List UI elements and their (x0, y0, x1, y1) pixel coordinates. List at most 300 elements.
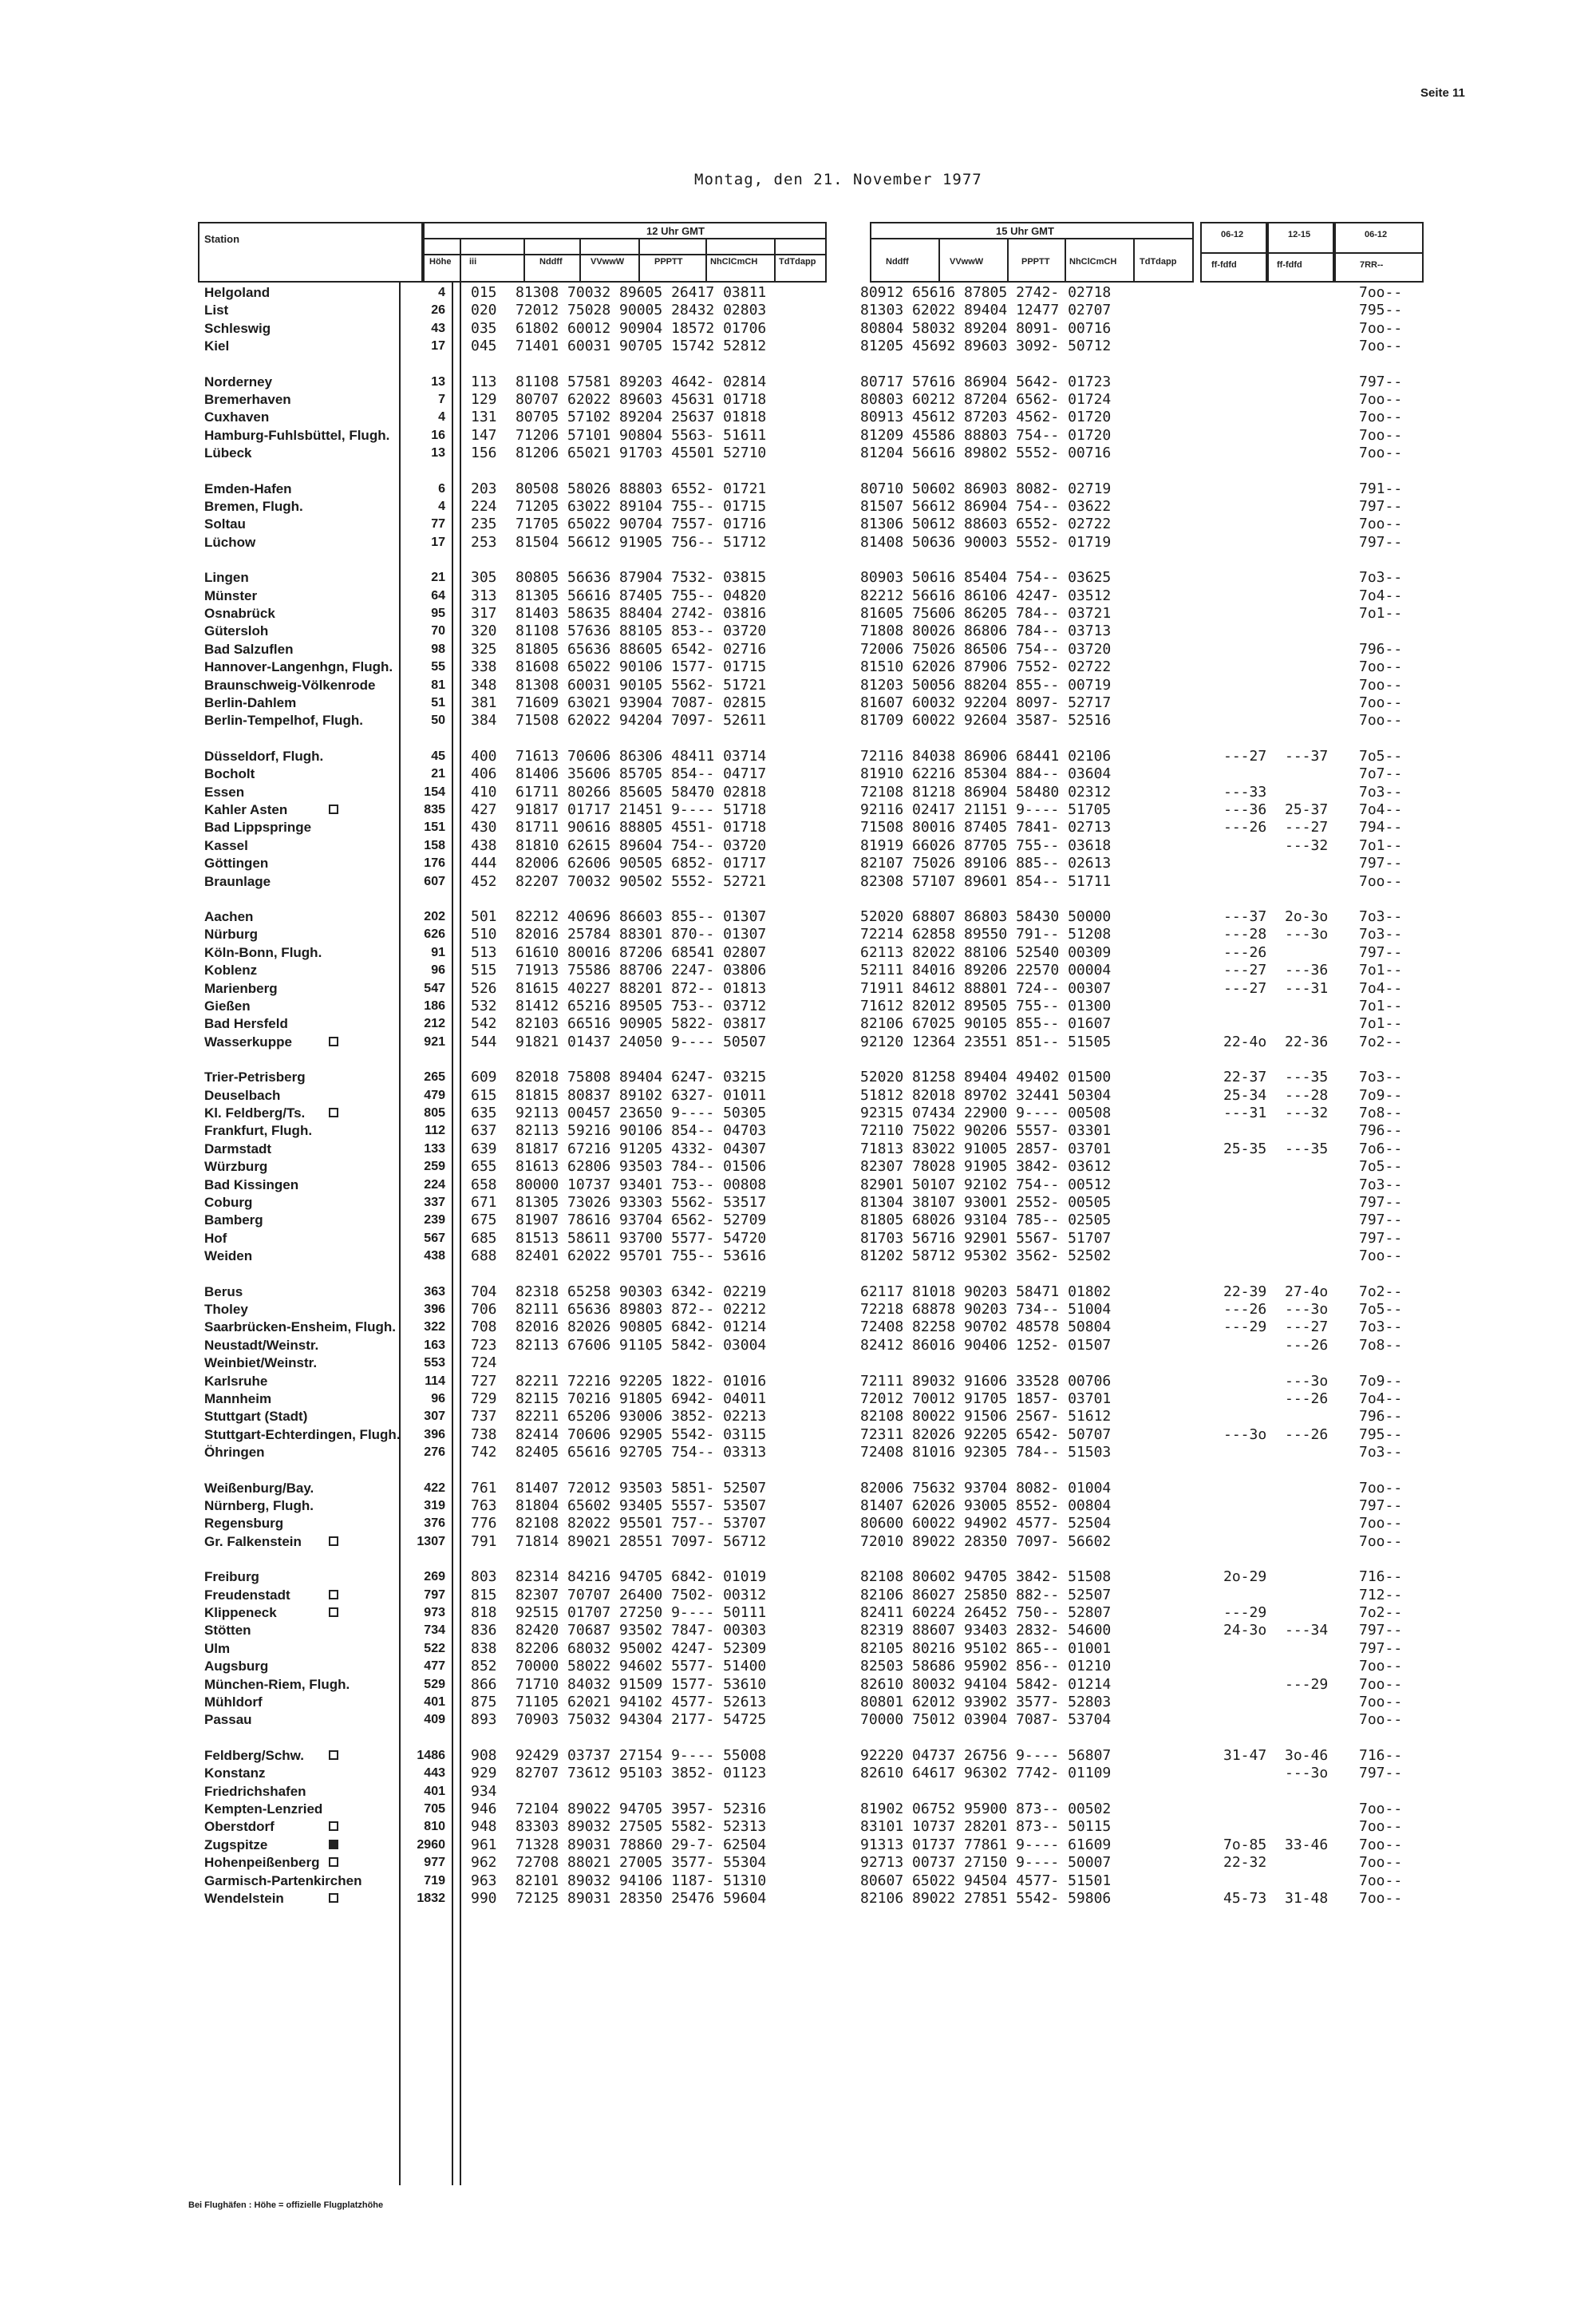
station-name: Bocholt (204, 766, 255, 782)
obs-12-uhr: 82414 70606 92905 5542- 03115 (516, 1425, 767, 1443)
station-id: 818 (471, 1604, 497, 1621)
obs-12-uhr: 81206 65021 91703 45501 52710 (516, 445, 767, 462)
station-height: 70 (431, 624, 445, 638)
station-id: 776 (471, 1515, 497, 1532)
obs-15-uhr: 81607 60032 92204 8097- 52717 (860, 694, 1112, 711)
obs-15-uhr: 83101 10737 28201 873-- 50115 (860, 1818, 1112, 1836)
station-height: 477 (424, 1659, 445, 1674)
station-height: 7 (438, 393, 445, 406)
table-row (0, 1408, 1596, 1425)
obs-15-uhr: 81407 62026 93005 8552- 00804 (860, 1497, 1112, 1514)
station-height: 163 (424, 1338, 445, 1352)
obs-15-uhr: 72218 68878 90203 734-- 51004 (860, 1301, 1112, 1318)
table-row (0, 391, 1596, 409)
obs-15-uhr: 82307 78028 91905 3842- 03612 (860, 1158, 1112, 1176)
obs-12-uhr: 82707 73612 95103 3852- 01123 (516, 1765, 767, 1782)
obs-15-uhr: 92315 07434 22900 9---- 00508 (860, 1105, 1112, 1121)
obs-15-uhr: 71508 80016 87405 7841- 02713 (860, 819, 1112, 836)
precip-06-12: 797-- (1359, 1497, 1403, 1514)
header-12-box (423, 222, 827, 283)
table-row (0, 1230, 1596, 1247)
precip-06-12: 7oo-- (1359, 409, 1403, 426)
station-id: 704 (471, 1283, 497, 1300)
obs-15-uhr: 52111 84016 89206 22570 00004 (860, 962, 1112, 979)
station-id: 325 (471, 640, 497, 658)
station-height: 401 (424, 1784, 445, 1798)
range-12-15: 2o-3o (1285, 908, 1329, 925)
page-number: Seite 11 (1420, 86, 1465, 100)
table-row (0, 1497, 1596, 1515)
obs-12-uhr: 81108 57636 88105 853-- 03720 (516, 623, 767, 640)
station-height: 13 (431, 374, 445, 389)
station-id: 639 (471, 1140, 497, 1157)
precip-06-12: 7oo-- (1359, 1836, 1403, 1853)
precip-06-12: 7o9-- (1359, 1086, 1403, 1104)
header-15-vdiv-4 (1133, 238, 1135, 283)
station-id: 729 (471, 1390, 497, 1407)
table-row (0, 1105, 1596, 1122)
station-id: 113 (471, 373, 497, 390)
station-id: 406 (471, 765, 497, 783)
range-06-12: ---26 (1223, 943, 1267, 961)
obs-12-uhr: 82307 70707 26400 7502- 00312 (516, 1586, 767, 1603)
table-row (0, 1373, 1596, 1390)
station-height: 43 (431, 321, 445, 335)
station-height: 133 (424, 1141, 445, 1156)
table-row (0, 498, 1596, 516)
station-name: Emden-Hafen (204, 480, 292, 496)
obs-15-uhr: 70000 75012 03904 7087- 53704 (860, 1711, 1112, 1729)
precip-06-12: 7o3-- (1359, 1444, 1403, 1461)
station-name: List (204, 302, 229, 318)
table-row (0, 1872, 1596, 1890)
station-height: 55 (431, 660, 445, 674)
station-height: 13 (431, 446, 445, 461)
station-height: 239 (424, 1213, 445, 1228)
page-title: Montag, den 21. November 1977 (694, 171, 982, 188)
station-height: 973 (424, 1606, 445, 1619)
table-row (0, 284, 1596, 302)
obs-15-uhr: 72108 81218 86904 58480 02312 (860, 783, 1112, 801)
precip-06-12: 7oo-- (1359, 319, 1403, 337)
table-row (0, 1426, 1596, 1444)
obs-15-uhr: 81209 45586 88803 754-- 01720 (860, 426, 1112, 444)
precip-06-12: 7oo-- (1359, 284, 1403, 301)
open-square-icon (329, 1857, 338, 1867)
table-row (0, 302, 1596, 319)
station-height: 363 (424, 1284, 445, 1299)
obs-15-uhr: 80600 60022 94902 4577- 52504 (860, 1515, 1112, 1532)
header-15-vvwww: VVwwW (950, 257, 984, 267)
table-row (0, 445, 1596, 462)
precip-06-12: 797-- (1359, 1639, 1403, 1657)
header-15-nddff: Nddff (886, 257, 909, 267)
station-height: 319 (424, 1499, 445, 1512)
range-12-15: 33-46 (1285, 1836, 1329, 1853)
table-row (0, 1676, 1596, 1694)
precip-06-12: 7o1-- (1359, 1015, 1403, 1033)
station-id: 803 (471, 1568, 497, 1586)
table-row (0, 427, 1596, 445)
obs-12-uhr: 81810 62615 89604 754-- 03720 (516, 836, 767, 854)
precip-06-12: 7o1-- (1359, 962, 1403, 979)
precip-06-12: 7o3-- (1359, 1176, 1403, 1193)
station-name: Bremen, Flugh. (204, 499, 303, 514)
range-12-15: 25-37 (1285, 801, 1329, 818)
station-name: Freiburg (204, 1569, 259, 1585)
range-06-12: 24-3o (1223, 1622, 1267, 1639)
station-height: 376 (424, 1516, 445, 1531)
obs-15-uhr: 82319 88607 93403 2832- 54600 (860, 1622, 1112, 1639)
obs-15-uhr: 81902 06752 95900 873-- 00502 (860, 1801, 1112, 1817)
table-row (0, 587, 1596, 605)
station-height: 835 (424, 803, 445, 816)
station-id: 635 (471, 1105, 497, 1121)
station-name: Saarbrücken-Ensheim, Flugh. (204, 1319, 396, 1335)
range-12-15: ---3o (1285, 1372, 1329, 1390)
station-id: 544 (471, 1033, 497, 1050)
header-12-nddff: Nddff (539, 257, 563, 267)
station-name: Zugspitze (204, 1836, 268, 1852)
obs-15-uhr: 62117 81018 90203 58471 01802 (860, 1283, 1112, 1300)
obs-15-uhr: 80912 65616 87805 2742- 02718 (860, 284, 1112, 301)
station-id: 738 (471, 1425, 497, 1443)
obs-12-uhr: 80805 56636 87904 7532- 03815 (516, 569, 767, 587)
header-station-box (198, 222, 423, 283)
table-row (0, 819, 1596, 836)
range-12-15: 3o-46 (1285, 1746, 1329, 1764)
station-name: Nürnberg, Flugh. (204, 1498, 314, 1513)
obs-12-uhr: 70000 58022 94602 5577- 51400 (516, 1658, 767, 1675)
table-row (0, 1069, 1596, 1086)
station-name: Soltau (204, 516, 246, 532)
obs-15-uhr: 91313 01737 77861 9---- 61609 (860, 1836, 1112, 1853)
obs-15-uhr: 72311 82026 92205 6542- 50707 (860, 1425, 1112, 1443)
station-id: 320 (471, 623, 497, 640)
table-row (0, 1390, 1596, 1408)
precip-06-12: 7oo-- (1359, 1515, 1403, 1532)
table-row (0, 1783, 1596, 1801)
obs-15-uhr: 92713 00737 27150 9---- 50007 (860, 1854, 1112, 1872)
precip-06-12: 797-- (1359, 1229, 1403, 1247)
station-height: 77 (431, 517, 445, 532)
station-name: Koblenz (204, 963, 258, 978)
station-id: 737 (471, 1408, 497, 1425)
station-height: 921 (424, 1034, 445, 1049)
obs-12-uhr: 91817 01717 21451 9---- 51718 (516, 801, 767, 818)
precip-06-12: 797-- (1359, 1765, 1403, 1782)
obs-12-uhr: 92515 01707 27250 9---- 50111 (516, 1604, 767, 1621)
precip-06-12: 7oo-- (1359, 712, 1403, 729)
station-height: 805 (424, 1106, 445, 1120)
obs-12-uhr: 81513 58611 93700 5577- 54720 (516, 1229, 767, 1247)
obs-12-uhr: 81305 73026 93303 5562- 53517 (516, 1194, 767, 1211)
header-12-divider (423, 238, 827, 239)
obs-15-uhr: 81306 50612 88603 6552- 02722 (860, 516, 1112, 533)
station-height: 64 (431, 588, 445, 603)
station-name: Neustadt/Weinstr. (204, 1337, 319, 1353)
obs-15-uhr: 92116 02417 21151 9---- 51705 (860, 801, 1112, 818)
open-square-icon (329, 1108, 338, 1117)
header-vdiv-4 (638, 238, 640, 283)
station-name: Gr. Falkenstein (204, 1533, 302, 1549)
table-row (0, 1158, 1596, 1176)
open-square-icon (329, 805, 338, 814)
precip-06-12: 7o5-- (1359, 1158, 1403, 1176)
station-name: Schleswig (204, 320, 271, 336)
table-row (0, 1444, 1596, 1461)
station-name: Würzburg (204, 1159, 268, 1175)
table-row (0, 1533, 1596, 1551)
obs-12-uhr: 81805 65636 88605 6542- 02716 (516, 640, 767, 658)
header-12-sub-divider (423, 254, 827, 255)
station-height: 4 (438, 286, 445, 299)
obs-12-uhr: 82111 65636 89803 872-- 02212 (516, 1301, 767, 1318)
station-name: Stuttgart-Echterdingen, Flugh. (204, 1426, 401, 1442)
station-id: 836 (471, 1622, 497, 1639)
station-height: 16 (431, 428, 445, 442)
station-id: 615 (471, 1086, 497, 1104)
station-id: 313 (471, 587, 497, 604)
range-12-15: ---3o (1285, 1301, 1329, 1318)
range-12-15: ---29 (1285, 1675, 1329, 1693)
table-row (0, 1711, 1596, 1729)
station-id: 147 (471, 426, 497, 444)
station-name: Mannheim (204, 1391, 272, 1406)
precip-06-12: 7o5-- (1359, 1301, 1403, 1318)
station-height: 45 (431, 749, 445, 763)
station-id: 961 (471, 1836, 497, 1853)
obs-12-uhr: 81308 60031 90105 5562- 51721 (516, 676, 767, 694)
header-12-vvwww: VVwwW (591, 257, 625, 267)
table-row (0, 1480, 1596, 1497)
station-height: 4 (438, 410, 445, 425)
station-height: 96 (431, 1392, 445, 1405)
header-vdiv-3 (579, 238, 581, 283)
range-12-15: 27-4o (1285, 1283, 1329, 1300)
station-name: Trier-Petrisberg (204, 1069, 306, 1085)
obs-15-uhr: 71808 80026 86806 784-- 03713 (860, 623, 1112, 640)
obs-15-uhr: 82105 80216 95102 865-- 01001 (860, 1639, 1112, 1657)
precip-06-12: 795-- (1359, 302, 1403, 319)
station-height: 401 (424, 1695, 445, 1709)
station-height: 337 (424, 1196, 445, 1209)
table-row (0, 516, 1596, 533)
precip-06-12: 712-- (1359, 1586, 1403, 1603)
precip-06-12: 796-- (1359, 1122, 1403, 1140)
station-height: 719 (424, 1873, 445, 1888)
precip-06-12: 794-- (1359, 819, 1403, 836)
station-name: Klippeneck (204, 1605, 277, 1620)
station-id: 235 (471, 516, 497, 533)
table-row (0, 658, 1596, 676)
station-name: Stuttgart (Stadt) (204, 1409, 308, 1425)
obs-12-uhr: 81615 40227 88201 872-- 01813 (516, 979, 767, 997)
range-06-12: ---29 (1223, 1319, 1267, 1336)
station-name: Bad Lippspringe (204, 820, 312, 836)
station-id: 015 (471, 284, 497, 301)
obs-12-uhr: 61802 60012 90904 18572 01706 (516, 319, 767, 337)
station-height: 1832 (417, 1892, 445, 1905)
header-15-vdiv-2 (1007, 238, 1009, 283)
station-id: 875 (471, 1694, 497, 1710)
table-row (0, 694, 1596, 712)
precip-06-12: 7o3-- (1359, 926, 1403, 943)
station-id: 963 (471, 1872, 497, 1889)
header-15-divider (870, 238, 1194, 239)
station-name: Braunlage (204, 873, 271, 889)
header-r3-sub: 7RR-- (1360, 260, 1384, 270)
station-name: Frankfurt, Flugh. (204, 1123, 313, 1139)
precip-06-12: 7oo-- (1359, 1694, 1403, 1710)
obs-15-uhr: 82108 80022 91506 2567- 51612 (860, 1408, 1112, 1425)
table-row (0, 1568, 1596, 1586)
station-name: Freudenstadt (204, 1587, 290, 1603)
obs-12-uhr: 71328 89031 78860 29-7- 62504 (516, 1836, 767, 1853)
table-row (0, 1694, 1596, 1711)
precip-06-12: 7o7-- (1359, 765, 1403, 783)
obs-15-uhr: 82108 80602 94705 3842- 51508 (860, 1568, 1112, 1586)
station-id: 791 (471, 1532, 497, 1550)
station-name: Darmstadt (204, 1141, 272, 1156)
precip-06-12: 7oo-- (1359, 426, 1403, 444)
table-row (0, 801, 1596, 819)
obs-15-uhr: 72006 75026 86506 754-- 03720 (860, 640, 1112, 658)
station-height: 307 (424, 1409, 445, 1424)
obs-15-uhr: 82411 60224 26452 750-- 52807 (860, 1604, 1112, 1621)
header-station: Station (204, 233, 240, 245)
obs-15-uhr: 52020 81258 89404 49402 01500 (860, 1069, 1112, 1086)
range-06-12: ---28 (1223, 926, 1267, 943)
table-row (0, 1212, 1596, 1229)
precip-06-12: 797-- (1359, 498, 1403, 515)
table-row (0, 784, 1596, 801)
precip-06-12: 797-- (1359, 373, 1403, 390)
range-06-12: 25-35 (1223, 1140, 1267, 1157)
obs-12-uhr: 72012 75028 90005 28432 02803 (516, 302, 767, 319)
station-id: 444 (471, 855, 497, 872)
station-height: 158 (424, 838, 445, 852)
open-square-icon (329, 1893, 338, 1903)
station-name: Wasserkuppe (204, 1034, 292, 1050)
obs-15-uhr: 51812 82018 89702 32441 50304 (860, 1086, 1112, 1104)
station-name: Lingen (204, 570, 249, 586)
station-height: 21 (431, 767, 445, 781)
station-name: Norderney (204, 374, 273, 389)
station-id: 637 (471, 1122, 497, 1140)
obs-15-uhr: 82901 50107 92102 754-- 00512 (860, 1176, 1112, 1193)
station-id: 020 (471, 302, 497, 319)
precip-06-12: 7oo-- (1359, 391, 1403, 408)
precip-06-12: 7oo-- (1359, 1801, 1403, 1817)
station-height: 21 (431, 571, 445, 585)
open-square-icon (329, 1607, 338, 1617)
range-06-12: 22-39 (1223, 1283, 1267, 1300)
station-name: Lübeck (204, 445, 252, 461)
station-height: 567 (424, 1231, 445, 1245)
table-row (0, 962, 1596, 979)
open-square-icon (329, 1590, 338, 1599)
table-row (0, 605, 1596, 623)
station-id: 348 (471, 676, 497, 694)
table-row (0, 1337, 1596, 1354)
station-id: 929 (471, 1765, 497, 1782)
station-name: Münster (204, 587, 258, 603)
precip-06-12: 7oo-- (1359, 1479, 1403, 1496)
header-hoehe: Höhe (429, 257, 452, 267)
obs-15-uhr: 81507 56612 86904 754-- 03622 (860, 498, 1112, 515)
obs-15-uhr: 81910 62216 85304 884-- 03604 (860, 765, 1112, 783)
table-row (0, 1247, 1596, 1265)
obs-15-uhr: 82308 57107 89601 854-- 51711 (860, 872, 1112, 890)
station-height: 322 (424, 1320, 445, 1334)
station-height: 114 (425, 1374, 445, 1388)
precip-06-12: 7oo-- (1359, 1890, 1403, 1907)
header-vdiv-1 (460, 238, 461, 283)
obs-12-uhr: 82115 70216 91805 6942- 04011 (516, 1390, 767, 1407)
station-height: 265 (424, 1070, 445, 1085)
obs-12-uhr: 81407 72012 93503 5851- 52507 (516, 1479, 767, 1496)
station-name: Göttingen (204, 856, 269, 872)
obs-15-uhr: 81605 75606 86205 784-- 03721 (860, 605, 1112, 622)
station-height: 977 (424, 1856, 445, 1870)
station-height: 626 (424, 927, 445, 942)
station-id: 658 (471, 1176, 497, 1193)
station-name: Nürburg (204, 927, 259, 943)
range-06-12: 22-32 (1223, 1854, 1267, 1872)
obs-12-uhr: 81308 70032 89605 26417 03811 (516, 284, 767, 301)
obs-15-uhr: 82106 67025 90105 855-- 01607 (860, 1015, 1112, 1033)
station-id: 224 (471, 498, 497, 515)
obs-15-uhr: 82412 86016 90406 1252- 01507 (860, 1336, 1112, 1354)
table-row (0, 980, 1596, 998)
obs-12-uhr: 81305 56616 87405 755-- 04820 (516, 587, 767, 604)
station-name: Coburg (204, 1195, 253, 1210)
table-row (0, 1801, 1596, 1818)
station-height: 396 (424, 1303, 445, 1316)
precip-06-12: 7oo-- (1359, 1532, 1403, 1550)
station-height: 409 (424, 1713, 445, 1727)
precip-06-12: 7oo-- (1359, 676, 1403, 694)
precip-06-12: 7o4-- (1359, 979, 1403, 997)
obs-15-uhr: 82107 75026 89106 885-- 02613 (860, 855, 1112, 872)
obs-12-uhr: 82405 65616 92705 754-- 03313 (516, 1444, 767, 1461)
table-row (0, 1604, 1596, 1622)
station-name: Marienberg (204, 980, 278, 996)
station-name: Hamburg-Fuhlsbüttel, Flugh. (204, 427, 390, 443)
precip-06-12: 7oo-- (1359, 1854, 1403, 1872)
obs-15-uhr: 71612 82012 89505 755-- 01300 (860, 998, 1112, 1014)
obs-15-uhr: 81805 68026 93104 785-- 02505 (860, 1212, 1112, 1229)
obs-15-uhr: 80717 57616 86904 5642- 01723 (860, 373, 1112, 390)
table-row (0, 1176, 1596, 1194)
header-r2-sub: ff-fdfd (1277, 260, 1302, 270)
station-name: Oberstdorf (204, 1819, 275, 1835)
station-name: Berus (204, 1283, 243, 1299)
range-12-15: ---27 (1285, 819, 1329, 836)
station-height: 553 (424, 1356, 445, 1370)
station-height: 422 (424, 1481, 445, 1495)
station-name: Friedrichshafen (204, 1783, 306, 1799)
station-name: Düsseldorf, Flugh. (204, 748, 324, 764)
station-height: 224 (424, 1177, 445, 1192)
obs-15-uhr: 82106 89022 27851 5542- 59806 (860, 1890, 1112, 1907)
header-vdiv-6 (774, 238, 776, 283)
table-row (0, 677, 1596, 694)
header-12-uhr: 12 Uhr GMT (646, 225, 705, 237)
obs-15-uhr: 80803 60212 87204 6562- 01724 (860, 391, 1112, 408)
header-vdiv-2 (523, 238, 525, 283)
